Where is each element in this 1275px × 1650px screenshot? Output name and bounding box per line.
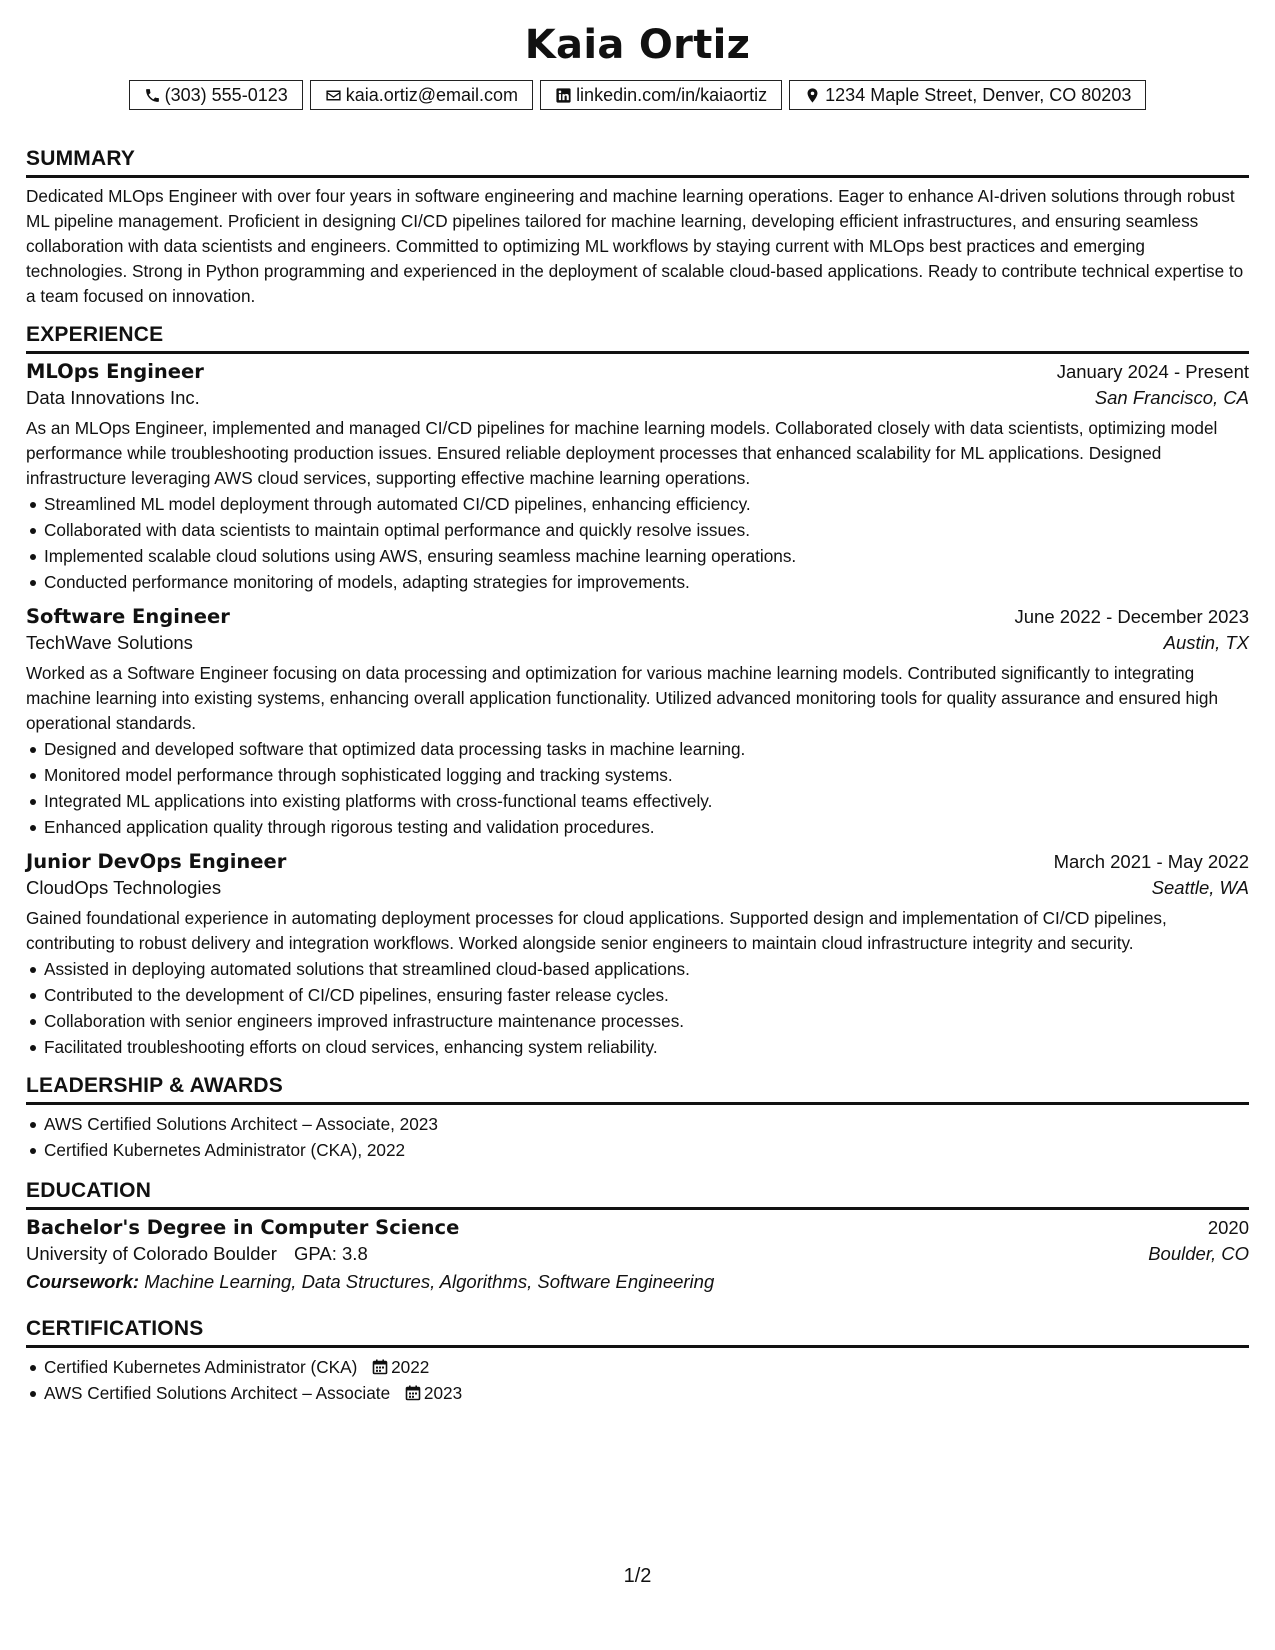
calendar-icon	[405, 1385, 421, 1401]
list-item: Collaboration with senior engineers improved infrastructure maintenance processes.	[26, 1008, 1249, 1034]
job-header	[26, 360, 1249, 383]
list-item: Facilitated troubleshooting efforts on cloud services, enhancing system reliability.	[26, 1034, 1249, 1060]
certification-year: 2022	[391, 1357, 430, 1377]
certifications-section	[26, 1317, 1249, 1406]
job-role: Software Engineer	[26, 605, 230, 628]
contact-linkedin-text: linkedin.com/in/kaiaortiz	[576, 84, 768, 105]
job-description: Worked as a Software Engineer focusing on data processing and optimization for various machine learning models. Contributed significantly to integrating machine learning into existing systems, enhancing overall application functionality. Utilized advanced monitoring tools for quality assurance and ensured high operational standards.	[26, 663, 1219, 733]
coursework-text: Machine Learning, Data Structures, Algorithms, Software Engineering	[144, 1271, 715, 1292]
job-header	[26, 850, 1249, 873]
summary-section	[26, 147, 1249, 309]
list-item: AWS Certified Solutions Architect – Associate, 2023	[26, 1111, 1249, 1137]
job-role: Junior DevOps Engineer	[26, 850, 287, 873]
experience-section	[26, 323, 1249, 1060]
list-item: Contributed to the development of CI/CD pipelines, ensuring faster release cycles.	[26, 982, 1249, 1008]
leadership-section	[26, 1074, 1249, 1163]
list-item: Assisted in deploying automated solutions that streamlined cloud-based applications.	[26, 956, 1249, 982]
job-location: Austin, TX	[1163, 632, 1249, 653]
summary-text: Dedicated MLOps Engineer with over four years in software engineering and machine learning operations. Eager to enhance AI-driven solutions through robust ML pipeline management. Proficient in designing CI/CD pipelines tailored for machine learning, developing efficient infrastructures, and ensuring seamless collaboration with data scientists and engineers. Committed to optimizing ML workflows by staying current with MLOps best practices and emerging technologies. Strong in Python programming and experienced in the deployment of scalable cloud-based applications. Ready to contribute technical expertise to a team focused on innovation.	[26, 186, 1244, 306]
certification-name: AWS Certified Solutions Architect – Associate	[44, 1383, 391, 1403]
contact-bar	[26, 80, 1249, 110]
section-title-leadership: LEADERSHIP & AWARDS	[26, 1074, 1249, 1105]
contact-phone-text: (303) 555-0123	[164, 84, 288, 105]
coursework-label: Coursework:	[26, 1271, 140, 1292]
job-location: San Francisco, CA	[1094, 387, 1249, 408]
job-location: Seattle, WA	[1151, 877, 1249, 898]
contact-email[interactable]	[310, 80, 533, 110]
list-item: Collaborated with data scientists to maintain optimal performance and quickly resolve issues.	[26, 517, 1249, 543]
list-item	[26, 1380, 1249, 1406]
contact-email-text: kaia.ortiz@email.com	[345, 84, 519, 105]
job-description: As an MLOps Engineer, implemented and managed CI/CD pipelines for machine learning models. Collaborated closely with data scientists, optimizing model performance while troubleshooting production issues. Ensured reliable deployment processes that enhanced scalability for ML applications. Designed infrastructure leveraging AWS cloud services, supporting effective machine learning operations.	[26, 418, 1218, 488]
contact-phone	[129, 80, 303, 110]
education-header	[26, 1216, 1249, 1239]
job-company: TechWave Solutions	[26, 632, 193, 653]
section-title-summary: SUMMARY	[26, 147, 1249, 178]
certification-name: Certified Kubernetes Administrator (CKA)	[44, 1357, 358, 1377]
list-item: Designed and developed software that optimized data processing tasks in machine learning.	[26, 736, 1249, 762]
phone-icon	[144, 87, 161, 104]
list-item: Certified Kubernetes Administrator (CKA), 2022	[26, 1137, 1249, 1163]
section-title-certifications: CERTIFICATIONS	[26, 1317, 1249, 1348]
job-dates: January 2024 - Present	[1056, 361, 1249, 382]
list-item: Streamlined ML model deployment through automated CI/CD pipelines, enhancing efficiency.	[26, 491, 1249, 517]
leadership-list	[26, 1111, 1249, 1163]
job-company: CloudOps Technologies	[26, 877, 222, 898]
job-dates: June 2022 - December 2023	[1014, 606, 1249, 627]
list-item: Conducted performance monitoring of models, adapting strategies for improvements.	[26, 569, 1249, 595]
education-section	[26, 1179, 1249, 1293]
contact-linkedin[interactable]	[540, 80, 782, 110]
job-role: MLOps Engineer	[26, 360, 204, 383]
section-title-education: EDUCATION	[26, 1179, 1249, 1210]
graduation-year: 2020	[1207, 1217, 1249, 1238]
job-company: Data Innovations Inc.	[26, 387, 200, 408]
list-item: Implemented scalable cloud solutions using AWS, ensuring seamless machine learning operations.	[26, 543, 1249, 569]
linkedin-icon	[555, 87, 572, 104]
job-bullets	[26, 956, 1249, 1060]
contact-address	[789, 80, 1146, 110]
degree: Bachelor's Degree in Computer Science	[26, 1216, 460, 1239]
page-number: 1/2	[623, 1565, 652, 1587]
education-subheader	[26, 1243, 1249, 1265]
school-line	[26, 1243, 368, 1265]
section-title-experience: EXPERIENCE	[26, 323, 1249, 354]
school-name: University of Colorado Boulder	[26, 1243, 277, 1264]
job-header	[26, 605, 1249, 628]
job-description: Gained foundational experience in automating deployment processes for cloud applications. Supported design and implementation of CI/CD pipelines, contributing to robust delivery and integration workflows. Worked alongside senior engineers to maintain cloud infrastructure integrity and security.	[26, 908, 1167, 953]
job-bullets	[26, 491, 1249, 595]
map-pin-icon	[804, 87, 821, 104]
job-subheader	[26, 877, 1249, 899]
list-item: Integrated ML applications into existing platforms with cross-functional teams effectively.	[26, 788, 1249, 814]
job-subheader	[26, 387, 1249, 409]
certification-year: 2023	[423, 1383, 463, 1403]
envelope-icon	[325, 87, 342, 104]
school-location: Boulder, CO	[1148, 1243, 1249, 1264]
resume-page	[26, 0, 1249, 1406]
certifications-list	[26, 1354, 1249, 1406]
job-entry	[26, 360, 1249, 595]
job-bullets	[26, 736, 1249, 840]
coursework-line	[26, 1271, 1249, 1293]
list-item: Monitored model performance through sophisticated logging and tracking systems.	[26, 762, 1249, 788]
calendar-icon	[372, 1359, 388, 1375]
list-item	[26, 1354, 1249, 1380]
job-dates: March 2021 - May 2022	[1053, 851, 1249, 872]
candidate-name: Kaia Ortiz	[524, 22, 751, 68]
job-entry	[26, 605, 1249, 840]
job-entry	[26, 850, 1249, 1060]
list-item: Enhanced application quality through rigorous testing and validation procedures.	[26, 814, 1249, 840]
job-subheader	[26, 632, 1249, 654]
gpa: GPA: 3.8	[294, 1243, 368, 1264]
contact-address-text: 1234 Maple Street, Denver, CO 80203	[825, 84, 1132, 105]
